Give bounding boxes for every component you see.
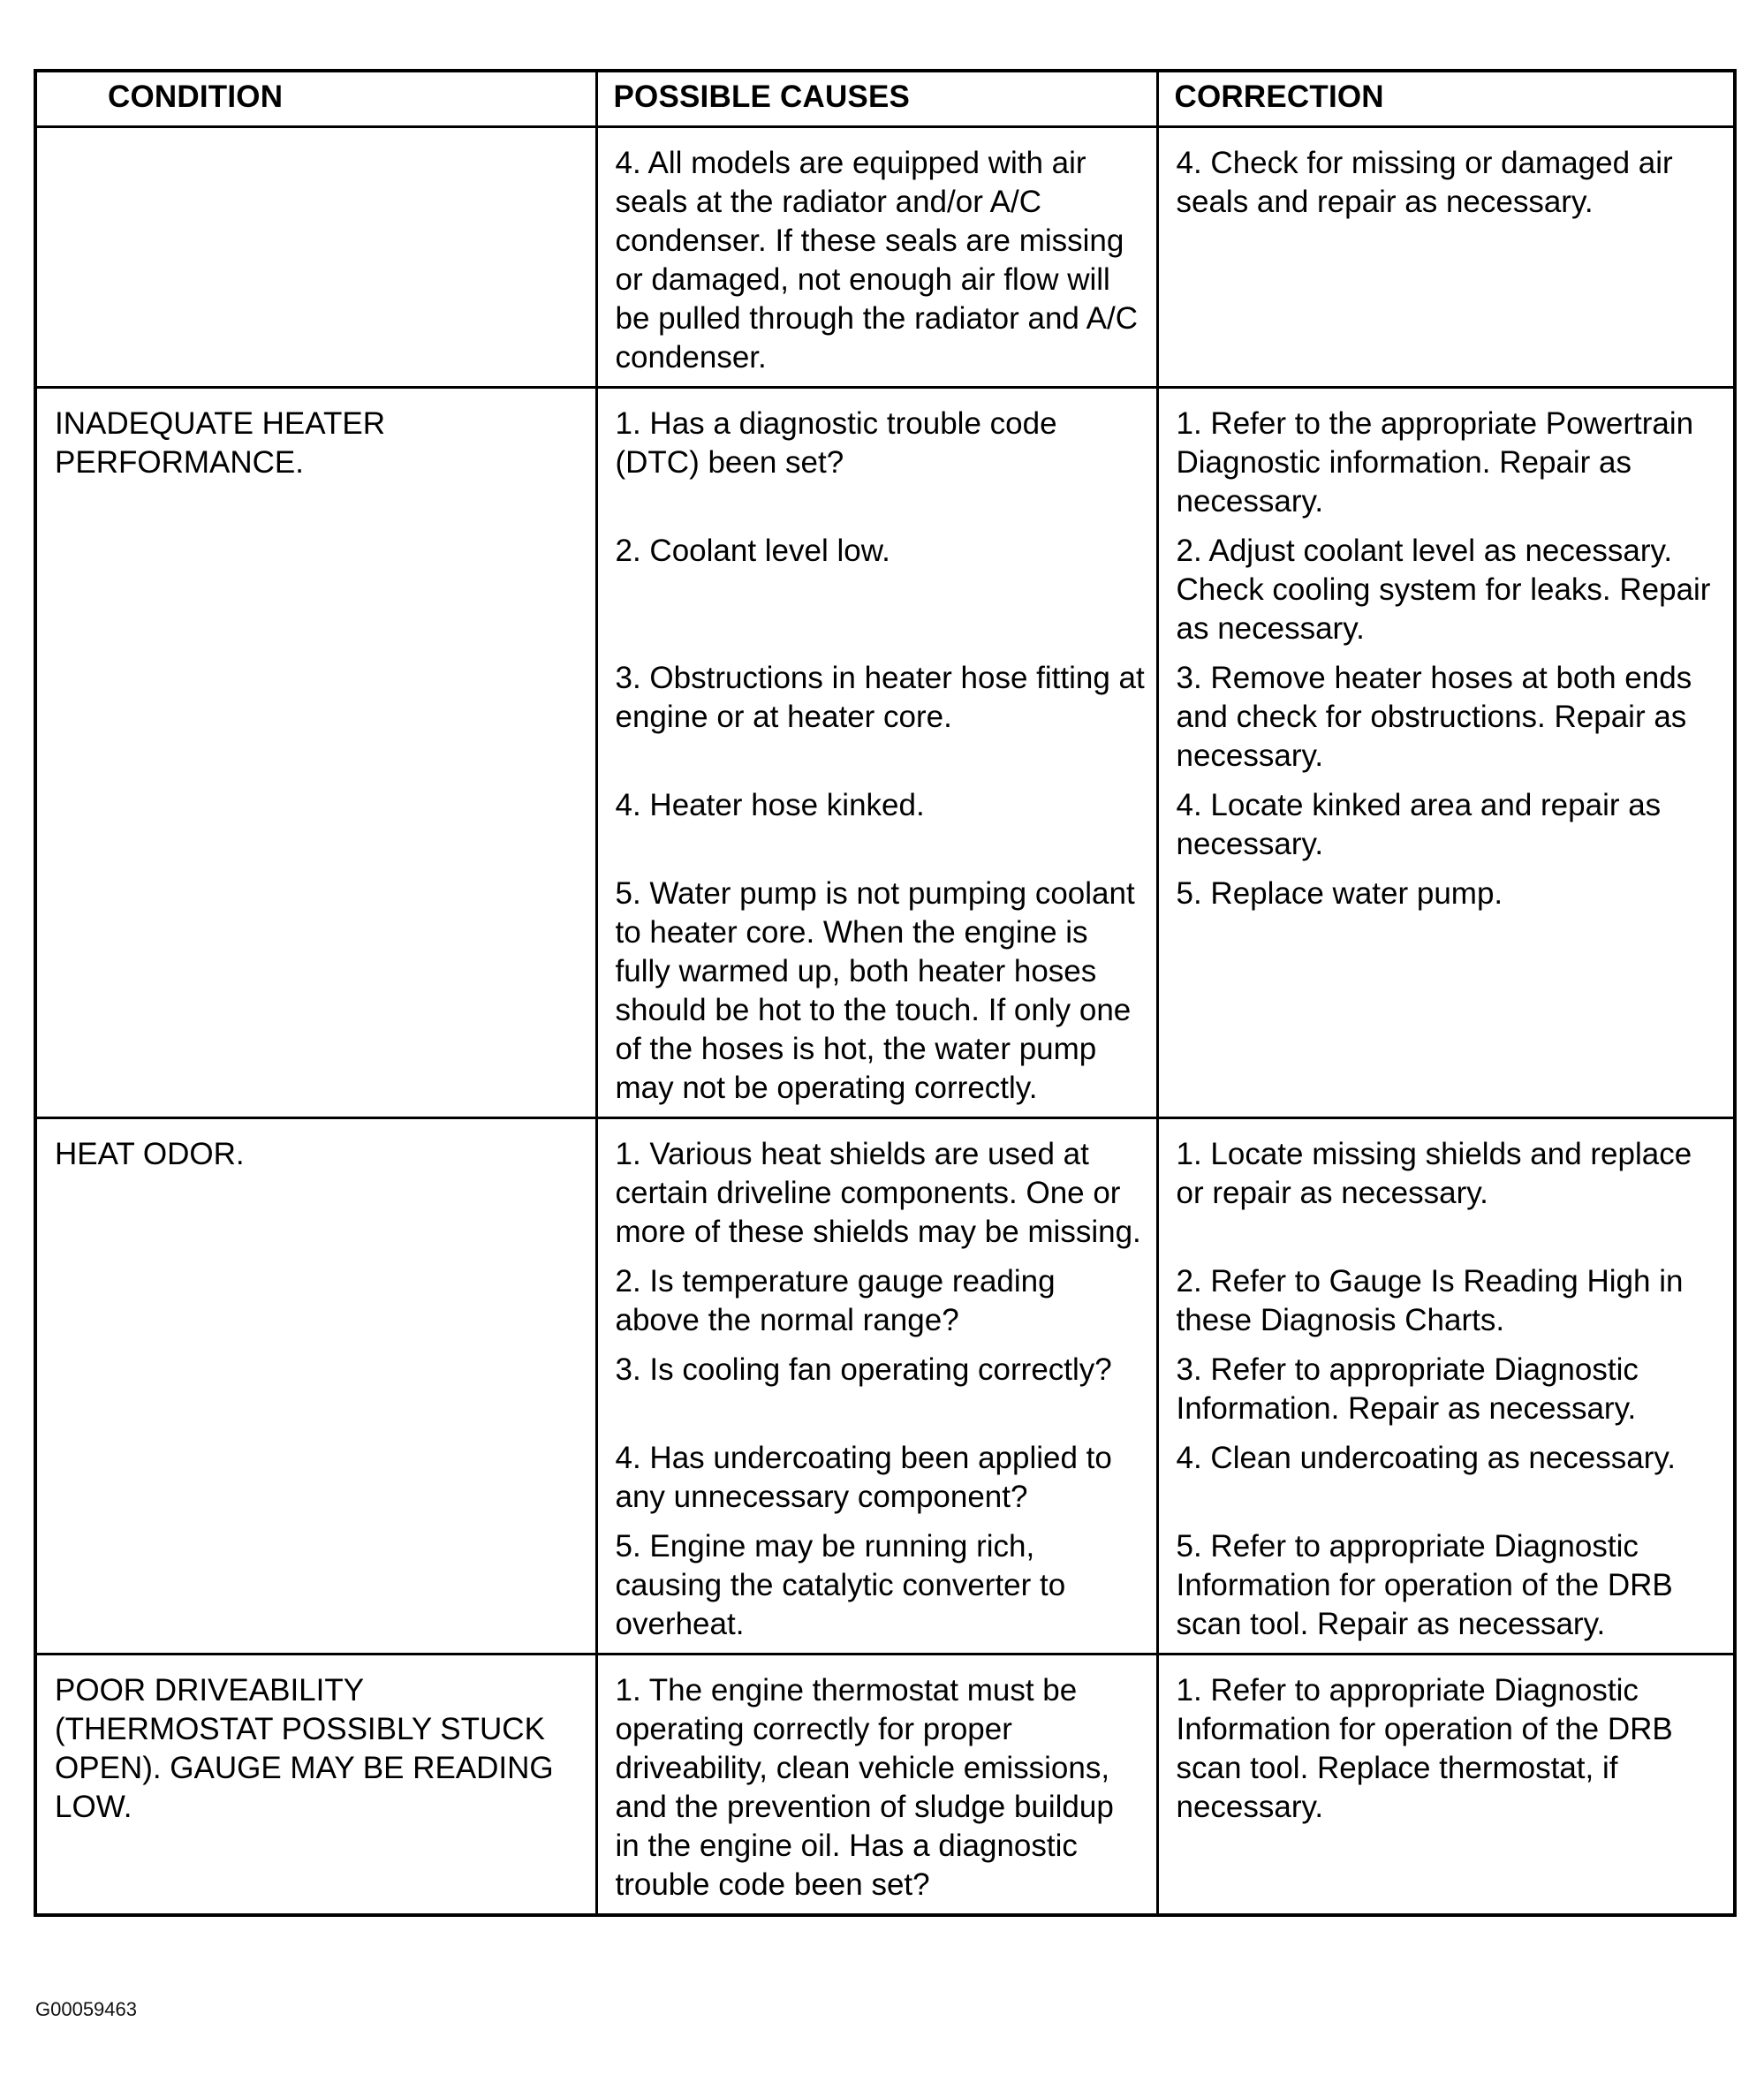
table-row (35, 388, 1735, 1118)
figure-id: G00059463 (35, 1998, 137, 2020)
correction-cell (1157, 1655, 1735, 1916)
correction-item: 5. Refer to appropriate Diagnostic Information for operation of the DRB scan tool. Repair as necessary. (1176, 1529, 1673, 1641)
possible-causes-cell (596, 1118, 1157, 1655)
cause-item: 4. All models are equipped with air seals at the radiator and/or A/C condenser. If these seals are missing or damaged, not enough air flow will be pulled through the radiator and A/C condenser. (615, 146, 1139, 375)
correction-item: 2. Refer to Gauge Is Reading High in these Diagnosis Charts. (1176, 1264, 1684, 1337)
cause-item: 5. Engine may be running rich, causing the catalytic converter to overheat. (615, 1529, 1066, 1641)
correction-item: 1. Refer to the appropriate Powertrain Diagnostic information. Repair as necessary. (1176, 406, 1694, 519)
possible-causes-cell (596, 388, 1157, 1118)
cause-item: 4. Has undercoating been applied to any unnecessary component? (615, 1441, 1112, 1514)
correction-item: 3. Refer to appropriate Diagnostic Information. Repair as necessary. (1176, 1352, 1639, 1426)
correction-cell (1157, 127, 1735, 388)
table-row (35, 127, 1735, 388)
correction-item: 1. Locate missing shields and replace or repair as necessary. (1176, 1137, 1692, 1210)
header-condition: CONDITION (35, 71, 596, 127)
cause-item: 3. Obstructions in heater hose fitting at engine or at heater core. (615, 661, 1145, 734)
condition-cell (35, 127, 596, 388)
diagnosis-table (34, 69, 1737, 1917)
table-row (35, 1118, 1735, 1655)
table-row (35, 1655, 1735, 1916)
cause-item: 4. Heater hose kinked. (615, 788, 925, 822)
condition-cell (35, 1655, 596, 1916)
cause-item: 1. The engine thermostat must be operating correctly for proper driveability, clean vehicle emissions, and the prevention of sludge buildup in the engine oil. Has a diagnostic trouble code been set? (615, 1673, 1114, 1902)
correction-item: 2. Adjust coolant level as necessary. Check cooling system for leaks. Repair as necessary. (1176, 534, 1711, 646)
condition-cell (35, 1118, 596, 1655)
diagnosis-chart (34, 69, 1733, 1917)
cause-item: 5. Water pump is not pumping coolant to heater core. When the engine is fully warmed up, both heater hoses should be hot to the touch. If only one of the hoses is hot, the water pump may not be operating correctly. (615, 876, 1135, 1105)
cause-item: 1. Various heat shields are used at certain driveline components. One or more of these shields may be missing. (615, 1137, 1141, 1249)
correction-cell (1157, 388, 1735, 1118)
correction-item: 4. Check for missing or damaged air seals and repair as necessary. (1176, 146, 1673, 219)
correction-item: 3. Remove heater hoses at both ends and check for obstructions. Repair as necessary. (1176, 661, 1692, 773)
cause-item: 3. Is cooling fan operating correctly? (615, 1352, 1112, 1387)
condition-text: POOR DRIVEABILITY (THERMOSTAT POSSIBLY STUCK OPEN). GAUGE MAY BE READING LOW. (55, 1673, 554, 1824)
condition-cell (35, 388, 596, 1118)
correction-item: 4. Clean undercoating as necessary. (1176, 1441, 1677, 1475)
cause-item: 2. Coolant level low. (615, 534, 890, 568)
condition-text: INADEQUATE HEATER PERFORMANCE. (55, 406, 386, 480)
possible-causes-cell (596, 127, 1157, 388)
header-possible-causes: POSSIBLE CAUSES (596, 71, 1157, 127)
possible-causes-cell (596, 1655, 1157, 1916)
cause-item: 1. Has a diagnostic trouble code (DTC) been set? (615, 406, 1057, 480)
correction-item: 5. Replace water pump. (1176, 876, 1503, 911)
header-correction: CORRECTION (1157, 71, 1735, 127)
correction-item: 1. Refer to appropriate Diagnostic Information for operation of the DRB scan tool. Replace thermostat, if necessary. (1176, 1673, 1673, 1824)
correction-cell (1157, 1118, 1735, 1655)
condition-text: HEAT ODOR. (55, 1137, 245, 1171)
cause-item: 2. Is temperature gauge reading above the normal range? (615, 1264, 1056, 1337)
correction-item: 4. Locate kinked area and repair as necessary. (1176, 788, 1662, 861)
header-row (35, 71, 1735, 127)
